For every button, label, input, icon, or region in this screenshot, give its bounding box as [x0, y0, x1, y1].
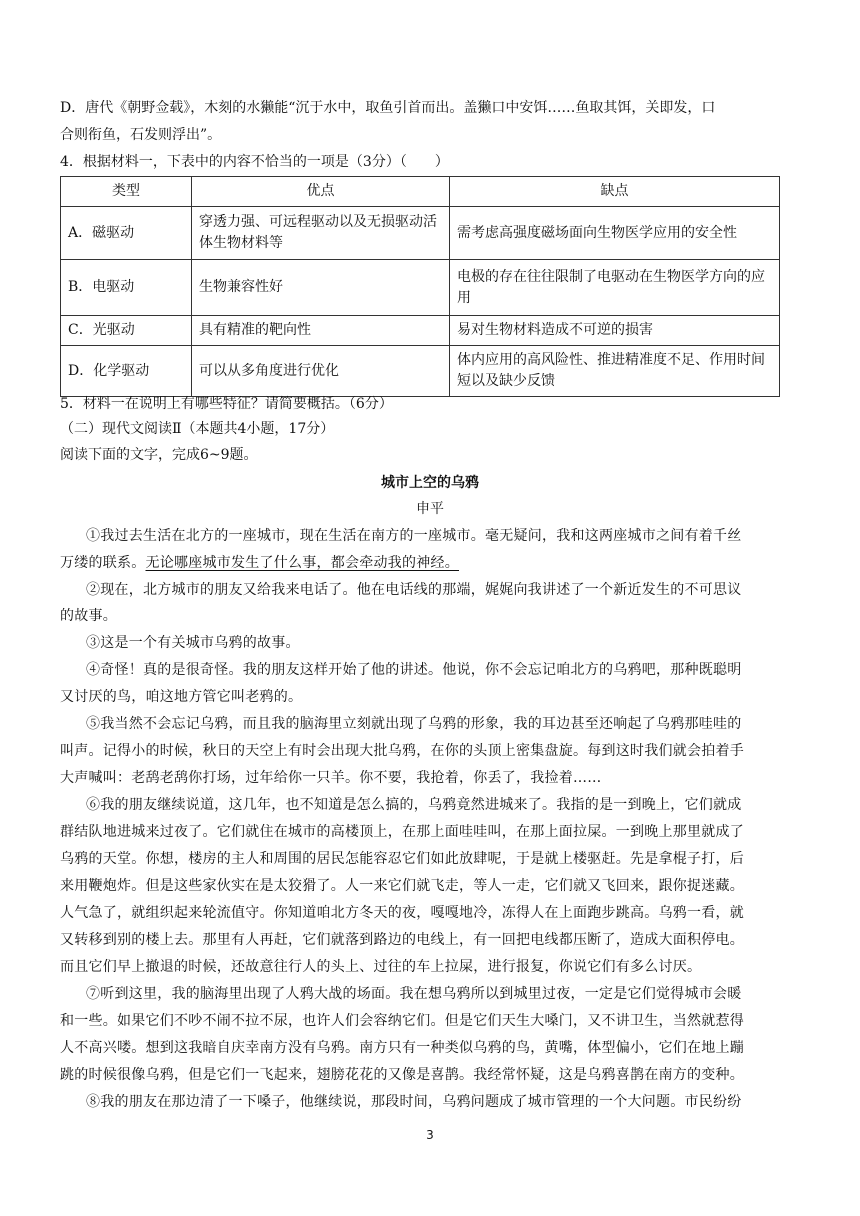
paragraph-line: 而且它们早上撤退的时候，还故意往行人的头上、过往的车上拉屎，进行报复，你说它们有多么讨厌。 [60, 959, 702, 975]
question-5-prompt: 5．材料一在说明上有哪些特征？请简要概括。（6分） [60, 396, 393, 412]
table-cell-type: C．光驱动 [61, 316, 192, 346]
paragraph-line: ③这是一个有关城市乌鸦的故事。 [86, 635, 300, 651]
table-cell-disadvantage: 易对生物材料造成不可逆的损害 [450, 316, 780, 346]
paragraph-line: 人气急了，就组织起来轮流值守。你知道咱北方冬天的夜，嘎嘎地冷，冻得人在上面跑步跳高。乌鸦一看，就 [60, 905, 744, 921]
table-row [61, 346, 780, 397]
paragraph-line: ⑤我当然不会忘记乌鸦，而且我的脑海里立刻就出现了乌鸦的形象，我的耳边甚至还响起了乌鸦那哇哇的 [86, 716, 742, 732]
paragraph-line: 跳的时候很像乌鸦，但是它们一飞起来，翅膀花花的又像是喜鹊。我经常怀疑，这是乌鸦喜鹊在南方的变种。 [60, 1067, 744, 1083]
paragraph-line: 人不高兴喽。想到这我暗自庆幸南方没有乌鸦。南方只有一种类似乌鸦的鸟，黄嘴，体型偏小，它们在地上蹦 [60, 1040, 744, 1056]
table-row [61, 207, 780, 260]
page-number: 3 [426, 1128, 434, 1142]
question-d-line-2: 合则衔鱼，石发则浮出”。 [60, 127, 222, 143]
table-cell-advantage: 穿透力强、可远程驱动以及无损驱动活体生物材料等 [192, 207, 450, 260]
table-header-cell: 缺点 [450, 177, 780, 207]
paragraph-line: ②现在，北方城市的朋友又给我来电话了。他在电话线的那端，娓娓向我讲述了一个新近发生的不可思议 [86, 582, 742, 598]
paragraph-line: ⑦听到这里，我的脑海里出现了人鸦大战的场面。我在想乌鸦所以到城里过夜，一定是它们觉得城市会暖 [86, 986, 742, 1002]
table-header-cell: 类型 [61, 177, 192, 207]
table-cell-disadvantage: 电极的存在往往限制了电驱动在生物医学方向的应用 [450, 260, 780, 316]
table-cell-type: B．电驱动 [61, 260, 192, 316]
table-header-row [61, 177, 780, 207]
paragraph-line: 和一些。如果它们不吵不闹不拉不尿，也许人们会容纳它们。但是它们天生大嗓门，又不讲卫生，当然就惹得 [60, 1013, 744, 1029]
table-header-cell: 优点 [192, 177, 450, 207]
table-cell-advantage: 可以从多角度进行优化 [192, 346, 450, 397]
question-4-prompt: 4．根据材料一，下表中的内容不恰当的一项是（3分）（ ） [60, 154, 449, 170]
reading-instruction: 阅读下面的文字，完成6~9题。 [60, 447, 258, 463]
paragraph-line: ⑧我的朋友在那边清了一下嗓子，他继续说，那段时间，乌鸦问题成了城市管理的一个大问题。市民纷纷 [86, 1094, 742, 1110]
paragraph-line: 叫声。记得小的时候，秋日的天空上有时会出现大批乌鸦，在你的头顶上密集盘旋。每到这时我们就会拍着手 [60, 743, 744, 759]
paragraph-line: 又转移到别的楼上去。那里有人再赶，它们就落到路边的电线上，有一回把电线都压断了，造成大面积停电。 [60, 932, 744, 948]
paragraph-line: 大声喊叫：老鸹老鸹你打场，过年给你一只羊。你不要，我抢着，你丢了，我捡着…… [60, 770, 602, 786]
table-cell-type: D．化学驱动 [61, 346, 192, 397]
paragraph-line: ④奇怪！真的是很奇怪。我的朋友这样开始了他的讲述。他说，你不会忘记咱北方的乌鸦吧，那种既聪明 [86, 662, 742, 678]
paragraph-line: 又讨厌的鸟，咱这地方管它叫老鸦的。 [60, 689, 303, 705]
section-heading: （二）现代文阅读Ⅱ（本题共4小题，17分） [60, 421, 335, 437]
paragraph-line: 乌鸦的天堂。你想，楼房的主人和周围的居民怎能容忍它们如此放肆呢，于是就上楼驱赶。先是拿棍子打，后 [60, 851, 744, 867]
table-cell-advantage: 生物兼容性好 [192, 260, 450, 316]
table-row [61, 260, 780, 316]
table-cell-disadvantage: 体内应用的高风险性、推进精准度不足、作用时间短以及缺少反馈 [450, 346, 780, 397]
table-row [61, 316, 780, 346]
paragraph-line: 来用鞭炮炸。但是这些家伙实在是太狡猾了。人一来它们就飞走，等人一走，它们就又飞回来，跟你捉迷藏。 [60, 878, 744, 894]
paragraph-line [60, 552, 459, 574]
table-cell-advantage: 具有精准的靶向性 [192, 316, 450, 346]
paragraph-line: 群结队地进城来过夜了。它们就住在城市的高楼顶上，在那上面哇哇叫，在那上面拉屎。一到晚上那里就成了 [60, 824, 744, 840]
paragraph-line: ⑥我的朋友继续说道，这几年，也不知道是怎么搞的，乌鸦竟然进城来了。我指的是一到晚上，它们就成 [86, 797, 742, 813]
question-d-line-1: D．唐代《朝野佥载》，木刻的水獭能“沉于水中，取鱼引首而出。盖獭口中安饵……鱼取其饵，关即发，口 [60, 100, 716, 116]
paragraph-line: 的故事。 [60, 608, 117, 624]
story-author: 申平 [416, 501, 444, 517]
line-text: 万缕的联系。 [60, 555, 146, 571]
comparison-table [60, 176, 780, 397]
table-cell-disadvantage: 需考虑高强度磁场面向生物医学应用的安全性 [450, 207, 780, 260]
underlined-sentence: 无论哪座城市发生了什么事，都会牵动我的神经。 [145, 555, 459, 571]
story-title: 城市上空的乌鸦 [381, 475, 479, 491]
paragraph-line: ①我过去生活在北方的一座城市，现在生活在南方的一座城市。毫无疑问，我和这两座城市之间有着千丝 [86, 528, 742, 544]
table-cell-type: A．磁驱动 [61, 207, 192, 260]
